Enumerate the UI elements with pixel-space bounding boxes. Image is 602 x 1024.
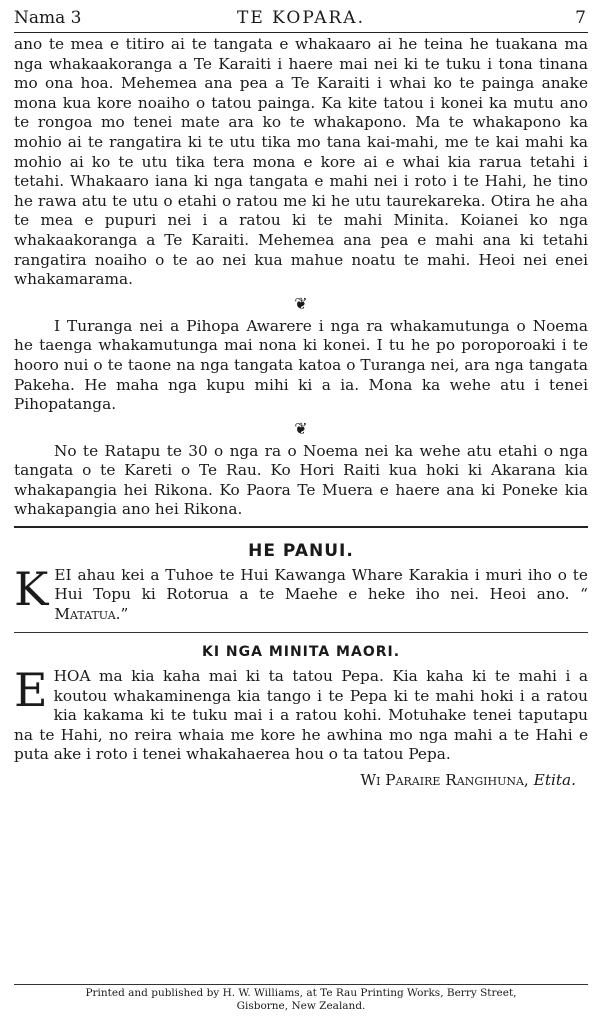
section-divider	[14, 632, 588, 633]
imprint-line-2: Gisborne, New Zealand.	[236, 1000, 366, 1012]
article-bishop-news: I Turanga nei a Pihopa Awarere i nga ra whakamutunga o Noema he taenga whakamutunga mai nona ki konei. I tu he po poroporoaki i te hooro nui o te taone na nga tangata katoa o Turanga nei, ara nga tangata Pakeha. He maha nga kupu mihi ki a ia. Mona ka wehe atu i tenei Pihopatanga.	[14, 316, 588, 414]
ministers-dropcap: E	[14, 663, 48, 718]
notice-body	[14, 561, 588, 625]
editor-role: Etita.	[533, 771, 576, 789]
page-header	[14, 6, 588, 33]
editor-signature	[14, 771, 588, 791]
notice-heading: HE PANUI.	[248, 541, 354, 562]
page-body	[14, 35, 588, 791]
ornament-divider-icon: ❦	[294, 418, 308, 438]
editor-name: Wi Paraire Rangihuna,	[360, 771, 529, 789]
ornament-divider-icon: ❦	[294, 293, 308, 313]
imprint-line-1: Printed and published by H. W. Williams, at Te Rau Printing Works, Berry Street,	[85, 987, 517, 999]
issue-number: Nama 3	[14, 8, 82, 28]
masthead-title: TE KOPARA.	[237, 8, 365, 28]
article-college-news: No te Ratapu te 30 o nga ra o Noema nei ka wehe atu etahi o nga tangata o te Kareti o Te Rau. Ko Hori Raiti kua hoki ki Akarana kia whakapangia hei Rikona. Ko Paora Te Muera e haere ana ki Poneke kia whakapangia ano hei Rikona.	[14, 441, 588, 519]
article-continuation: ano te mea e titiro ai te tangata e whakaaro ai he teina he tuakana ma nga whakaakoranga a Te Karaiti i haere mai nei ki te tuku i tona tinana mo ona hoa. Mehemea ana pea a Te Karaiti i whai ko te painga anake mona kua kore noaiho o tatou painga. Ka kite tatou i konei ka mutu ano te rongoa mo tenei mate ara ko te whakapono. Ma te whakapono ka mohio ai te rangatira ki te utu tika mo tana kai-mahi, me te kai mahi ka mohio ai ko te utu tika tera mona e kore ai e whai kia rarua tetahi i tetahi. Whakaaro iana ki nga tangata e mahi nei i roto i te Hahi, he tino he rawa atu te utu o etahi o ratou me ki he utu taurekareka. Otira he aha te mea e pupuri nei i a ratou ki te mahi Minita. Koianei ko nga whakaakoranga a Te Karaiti. Mehemea ana pea e mahi ana ki tetahi rangatira noaiho o te ao nei kua mahue noatu te mahi. Heoi nei enei whakamarama.	[14, 35, 588, 289]
ministers-text: HOA ma kia kaha mai ki ta tatou Pepa. Kia kaha ki te mahi i a koutou whakaminenga kia tango i te Pepa ki te mahi hoki i a ratou kia kakama ki te tuku mai i a ratou kohi. Motuhake tenei taputapu na te Hahi, no reira whaia me kore he awhina mo nga mahi a te Hahi e puta ake i roto i tenei whakahaerea hou o ta tatou Pepa.	[14, 667, 588, 764]
notice-text: EI ahau kei a Tuhoe te Hui Kawanga Whare Karakia i muri iho o te Hui Topu ki Rotorua a te Maehe e heke iho nei. Heoi ano.	[54, 565, 588, 604]
printer-imprint	[14, 984, 588, 1013]
ministers-heading: KI NGA MINITA MAORI.	[201, 644, 401, 661]
ministers-body	[14, 663, 588, 765]
notice-dropcap: K	[14, 561, 49, 616]
section-divider	[14, 526, 588, 528]
page-number: 7	[575, 8, 586, 28]
notice-signoff: “ Matatua.”	[54, 585, 588, 623]
